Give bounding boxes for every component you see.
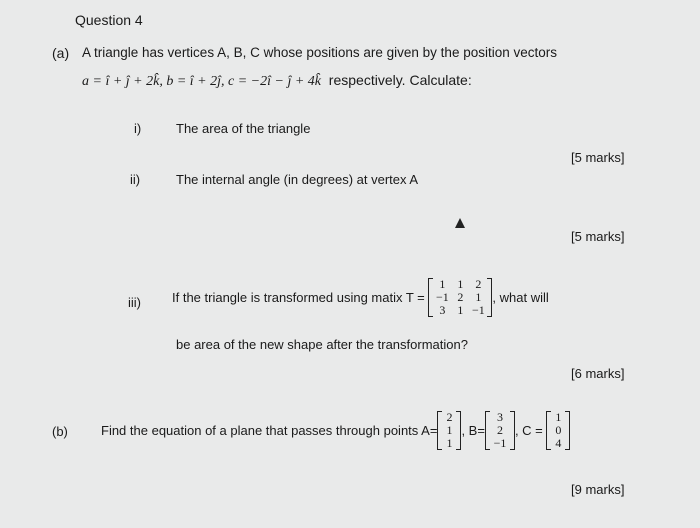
vector-cell: 1 <box>446 435 453 450</box>
vector-C <box>546 411 570 450</box>
part-i-text: The area of the triangle <box>176 121 311 136</box>
part-b-line <box>101 406 570 454</box>
vector-cell: 2 <box>446 409 453 424</box>
matrix-cell: 3 <box>439 302 446 317</box>
matrix-cell: −1 <box>472 302 485 317</box>
part-iii-line <box>172 274 549 320</box>
matrix-cell: 1 <box>439 276 446 291</box>
vector-B <box>485 411 515 450</box>
vectors-line <box>82 72 472 90</box>
part-b-label: (b) <box>52 424 68 439</box>
part-iii-after: , what will <box>492 289 549 305</box>
part-ii-number: ii) <box>130 172 141 187</box>
label-C: , C = <box>514 422 543 438</box>
vector-cell: 2 <box>496 422 503 437</box>
vector-cell: 1 <box>555 409 562 424</box>
matrix-cell: 1 <box>457 302 464 317</box>
vector-cell: 3 <box>496 409 503 424</box>
part-iii-number: iii) <box>128 295 141 310</box>
part-ii-text: The internal angle (in degrees) at vertex A <box>176 172 419 187</box>
mouse-cursor-icon <box>455 218 465 228</box>
part-ii-marks: [5 marks] <box>571 229 625 244</box>
part-iii-text: If the triangle is transformed using matix T = <box>172 289 425 305</box>
matrix-cell: −1 <box>436 289 449 304</box>
position-vectors: a = î + ĵ + 2k̂, b = î + 2ĵ, c = −2î − ĵ + 4k̂ <box>82 74 322 89</box>
matrix-T <box>428 278 492 317</box>
part-i-number: i) <box>134 121 142 136</box>
vector-cell: 1 <box>446 422 453 437</box>
question-title: Question 4 <box>75 12 143 28</box>
part-a-intro: A triangle has vertices A, B, C whose positions are given by the position vectors <box>82 45 557 60</box>
matrix-cell: 2 <box>475 276 482 291</box>
matrix-cell: 1 <box>475 289 482 304</box>
vector-cell: −1 <box>493 435 507 450</box>
part-a-label: (a) <box>52 45 70 61</box>
vector-A <box>437 411 461 450</box>
vectors-suffix: respectively. Calculate: <box>328 72 472 88</box>
part-b-text: Find the equation of a plane that passes through points A= <box>101 422 438 438</box>
part-i-marks: [5 marks] <box>571 150 625 165</box>
part-iii-text2: be area of the new shape after the transformation? <box>176 337 468 352</box>
label-B: , B= <box>461 422 485 438</box>
vector-cell: 4 <box>555 435 562 450</box>
part-iii-marks: [6 marks] <box>571 366 625 381</box>
vector-cell: 0 <box>555 422 562 437</box>
matrix-cell: 2 <box>457 289 464 304</box>
part-b-marks: [9 marks] <box>571 482 625 497</box>
matrix-cell: 1 <box>457 276 464 291</box>
